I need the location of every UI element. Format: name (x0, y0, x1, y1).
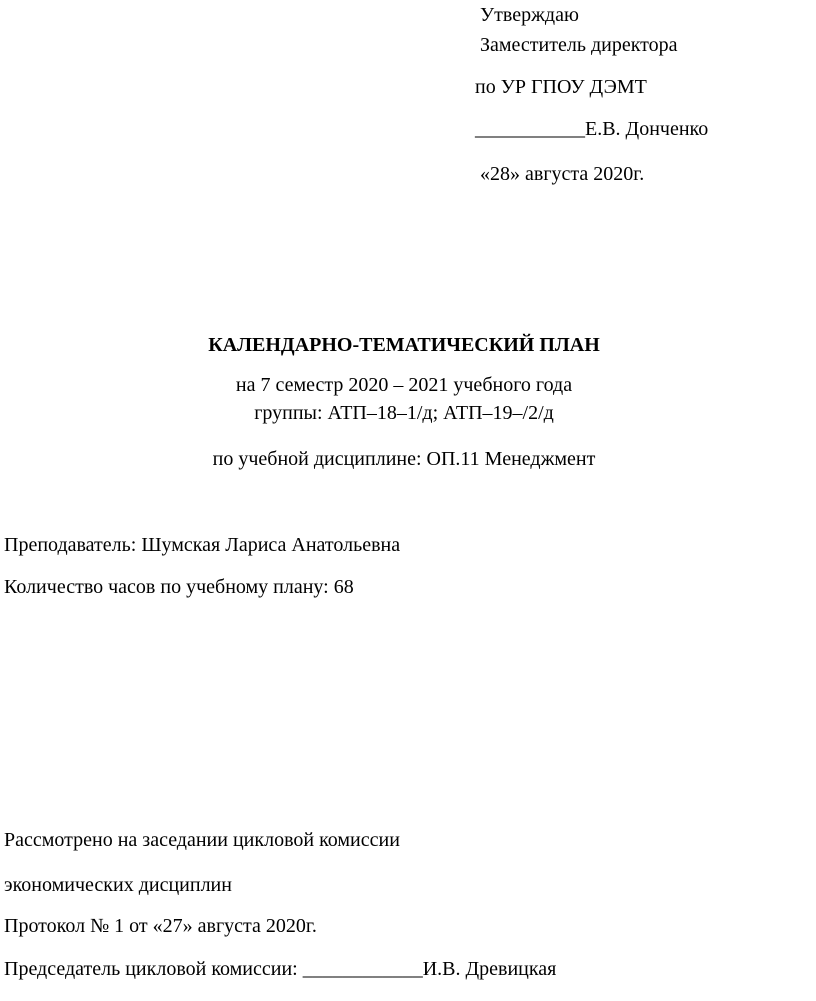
semester-line: на 7 семестр 2020 – 2021 учебного года (235, 374, 573, 396)
approval-position: Заместитель директора (480, 34, 678, 56)
commission-name: экономических дисциплин (4, 874, 232, 896)
approval-heading: Утверждаю (480, 4, 579, 26)
document-title: КАЛЕНДАРНО-ТЕМАТИЧЕСКИЙ ПЛАН (208, 334, 600, 356)
protocol-line: Протокол № 1 от «27» августа 2020г. (4, 915, 317, 937)
reviewed-line: Рассмотрено на заседании цикловой комиссии (4, 829, 400, 851)
discipline-line: по учебной дисциплине: ОП.11 Менеджмент (212, 448, 596, 470)
chair-line: Председатель цикловой комиссии: ____________И.В. Древицкая (4, 958, 557, 980)
teacher-line: Преподаватель: Шумская Лариса Анатольевна (4, 534, 401, 556)
approval-organization: по УР ГПОУ ДЭМТ (475, 76, 647, 98)
approval-signature: ___________Е.В. Донченко (475, 118, 709, 140)
hours-line: Количество часов по учебному плану: 68 (4, 576, 354, 598)
groups-line: группы: АТП–18–1/д; АТП–19–/2/д (254, 402, 554, 424)
approval-date: «28» августа 2020г. (480, 163, 645, 185)
